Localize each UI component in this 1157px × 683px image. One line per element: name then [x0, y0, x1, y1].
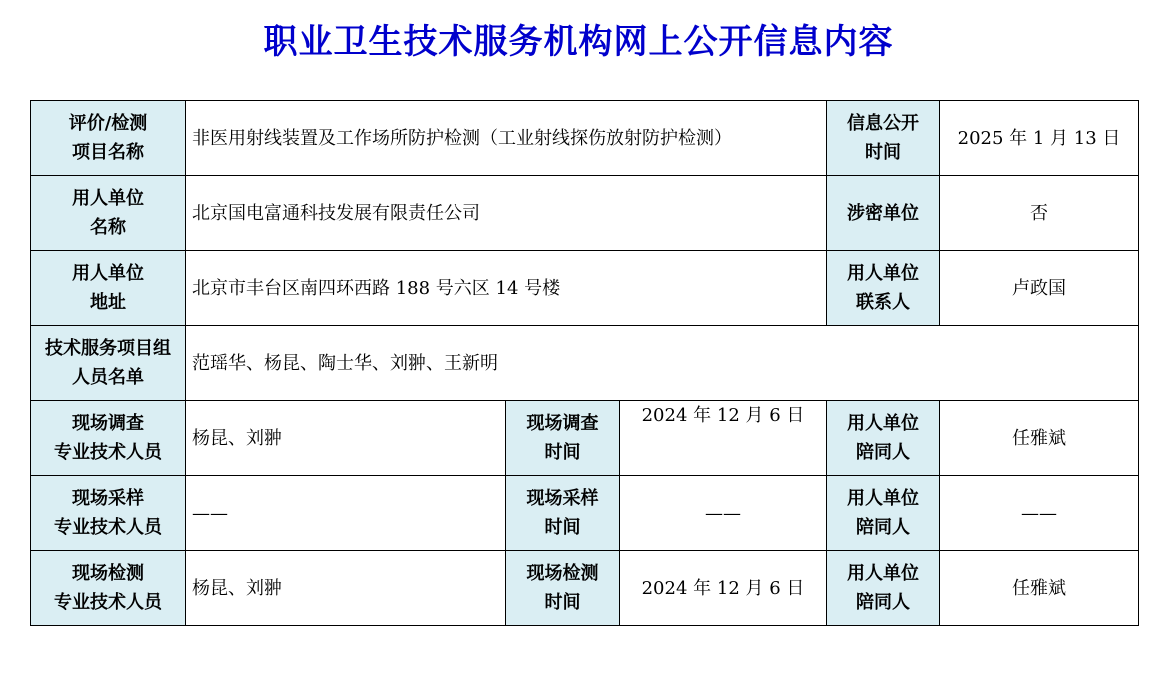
survey-escort-value: 任雅斌 [940, 401, 1139, 476]
sampling-time-value: —— [620, 476, 827, 551]
table-row-testing [31, 551, 1139, 626]
info-table [30, 100, 1139, 626]
employer-address-value: 北京市丰台区南四环西路 188 号六区 14 号楼 [186, 251, 827, 326]
testing-escort-value: 任雅斌 [940, 551, 1139, 626]
classified-value: 否 [940, 176, 1139, 251]
employer-name-label: 用人单位 名称 [31, 176, 186, 251]
survey-staff-label: 现场调查 专业技术人员 [31, 401, 186, 476]
contact-value: 卢政国 [940, 251, 1139, 326]
sampling-escort-label: 用人单位 陪同人 [827, 476, 940, 551]
survey-escort-label: 用人单位 陪同人 [827, 401, 940, 476]
table-row-address [31, 251, 1139, 326]
page-title: 职业卫生技术服务机构网上公开信息内容 [263, 22, 894, 62]
employer-name-value: 北京国电富通科技发展有限责任公司 [186, 176, 827, 251]
team-label: 技术服务项目组 人员名单 [31, 326, 186, 401]
publish-time-label: 信息公开 时间 [827, 101, 940, 176]
sampling-time-label: 现场采样 时间 [506, 476, 620, 551]
table-row-team [31, 326, 1139, 401]
testing-staff-label: 现场检测 专业技术人员 [31, 551, 186, 626]
testing-time-value: 2024 年 12 月 6 日 [620, 551, 827, 626]
team-value: 范瑶华、杨昆、陶士华、刘翀、王新明 [186, 326, 1139, 401]
table-row-employer [31, 176, 1139, 251]
table-row-sampling [31, 476, 1139, 551]
survey-time-label: 现场调查 时间 [506, 401, 620, 476]
table-row-project [31, 101, 1139, 176]
classified-label: 涉密单位 [827, 176, 940, 251]
project-name-value: 非医用射线装置及工作场所防护检测（工业射线探伤放射防护检测） [186, 101, 827, 176]
survey-staff-value: 杨昆、刘翀 [186, 401, 506, 476]
publish-time-value: 2025 年 1 月 13 日 [940, 101, 1139, 176]
project-name-label: 评价/检测 项目名称 [31, 101, 186, 176]
contact-label: 用人单位 联系人 [827, 251, 940, 326]
employer-address-label: 用人单位 地址 [31, 251, 186, 326]
survey-time-value: 2024 年 12 月 6 日 [620, 401, 827, 476]
testing-escort-label: 用人单位 陪同人 [827, 551, 940, 626]
sampling-staff-label: 现场采样 专业技术人员 [31, 476, 186, 551]
testing-time-label: 现场检测 时间 [506, 551, 620, 626]
table-row-survey [31, 401, 1139, 476]
testing-staff-value: 杨昆、刘翀 [186, 551, 506, 626]
sampling-escort-value: —— [940, 476, 1139, 551]
sampling-staff-value: —— [186, 476, 506, 551]
